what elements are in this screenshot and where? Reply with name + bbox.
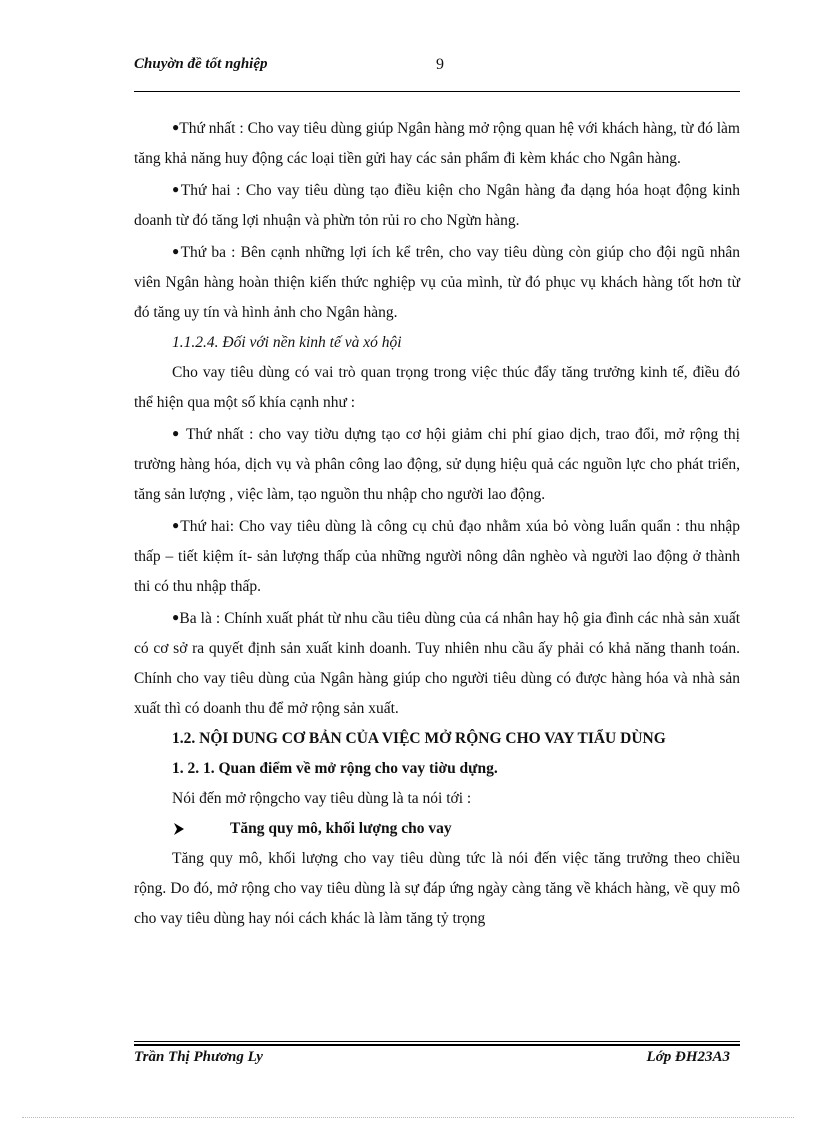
document-body [134, 112, 740, 934]
page-edge-divider [22, 1117, 794, 1118]
page-footer [134, 1049, 740, 1073]
header-rule [134, 91, 740, 92]
paragraph-bullet-3: ●Thứ ba : Bên cạnh những lợi ích kể trên, cho vay tiêu dùng còn giúp cho đội ngũ nhân viên Ngân hàng hoàn thiện kiến thức nghiệp vụ của mình, từ đó phục vụ khách hàng tốt hơn từ đó tăng uy tín và hình ảnh cho Ngân hàng. [134, 244, 740, 321]
page-header [134, 56, 740, 82]
section-heading-sub: 1. 2. 1. Quan điểm về mở rộng cho vay tiờu dựng. [172, 760, 498, 777]
bullet-dot-icon: ● [172, 518, 181, 532]
bullet-dot-icon: ● [172, 610, 180, 624]
arrow-bullet-icon [172, 822, 186, 836]
paragraph-lead: Nói đến mở rộngcho vay tiêu dùng là ta nói tới : [172, 790, 472, 807]
paragraph-final: Tăng quy mô, khối lượng cho vay tiêu dùng tức là nói đến việc tăng trưởng theo chiều rộng. Do đó, mở rộng cho vay tiêu dùng là sự đáp ứng ngày càng tăng về khách hàng, về quy mô cho vay tiêu dùng hay nói cách khác là làm tăng tỷ trọng [134, 850, 740, 927]
paragraph-bullet-4: ● Thứ nhất : cho vay tiờu dựng tạo cơ hội giảm chi phí giao dịch, trao đổi, mở rộng thị trường hàng hóa, dịch vụ và phân công lao động, sử dụng hiệu quả các nguồn lực cho phát triển, tăng sản lượng , việc làm, tạo nguồn thu nhập cho người lao động. [134, 426, 740, 503]
paragraph-bullet-5: ●Thứ hai: Cho vay tiêu dùng là công cụ chủ đạo nhằm xúa bỏ vòng luẩn quẩn : thu nhập thấp – tiết kiệm ít- sản lượng thấp của những người nông dân nghèo và người lao động ở thành thi có thu nhập thấp. [134, 518, 741, 595]
bullet-dot-icon: ● [172, 244, 181, 258]
bullet-dot-icon: ● [172, 120, 180, 134]
header-title: Chuyờn đề tốt nghiệp [134, 56, 268, 72]
arrow-list-item: Tăng quy mô, khối lượng cho vay [134, 814, 740, 844]
bullet-dot-icon: ● [172, 182, 181, 196]
footer-class: Lớp ĐH23A3 [646, 1049, 730, 1065]
paragraph-intro: Cho vay tiêu dùng có vai trò quan trọng trong việc thúc đẩy tăng trưởng kinh tế, điều đó thể hiện qua một số khía cạnh như : [134, 364, 740, 411]
footer-rule-thin [134, 1041, 740, 1042]
bullet-dot-icon: ● [172, 426, 181, 440]
paragraph-bullet-1: ●Thứ nhất : Cho vay tiêu dùng giúp Ngân hàng mở rộng quan hệ với khách hàng, từ đó làm tăng khả năng huy động các loại tiền gửi hay các sản phẩm đi kèm khác cho Ngân hàng. [134, 120, 740, 167]
paragraph-bullet-2: ●Thứ hai : Cho vay tiêu dùng tạo điều kiện cho Ngân hàng đa dạng hóa hoạt động kinh doanh từ đó tăng lợi nhuận và phừn tỏn rủi ro cho Ngừn hàng. [134, 182, 741, 229]
page-number: 9 [436, 56, 444, 73]
section-heading-main: 1.2. NỘI DUNG CƠ BẢN CỦA VIỆC MỞ RỘNG CHO VAY TIẨU DÙNG [172, 730, 666, 747]
footer-author: Trần Thị Phương Ly [134, 1049, 263, 1065]
footer-rule-thick [134, 1044, 740, 1046]
section-subheading: 1.1.2.4. Đối với nền kinh tế và xó hội [172, 334, 402, 351]
paragraph-bullet-6: ●Ba là : Chính xuất phát từ nhu cầu tiêu dùng của cá nhân hay hộ gia đình các nhà sản xuất có cơ sở ra quyết định sản xuất kinh doanh. Tuy nhiên nhu cầu ấy phải có khả năng thanh toán. Chính cho vay tiêu dùng của Ngân hàng giúp cho người tiêu dùng có được hàng hóa và nhà sản xuất thì có doanh thu để mở rộng sản xuất. [134, 610, 741, 717]
